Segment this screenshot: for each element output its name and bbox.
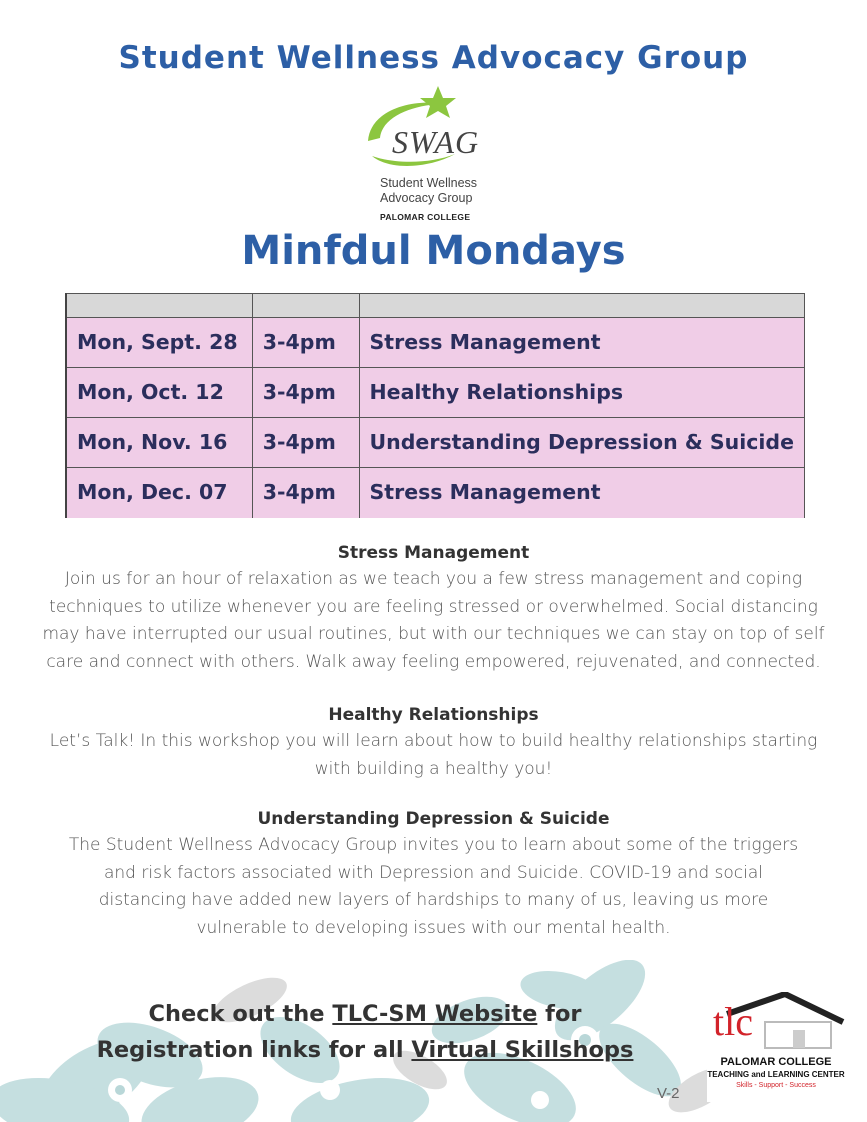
date-cell: Mon, Sept. 28 — [66, 318, 252, 368]
time-cell: 3-4pm — [252, 418, 359, 468]
table-row — [66, 318, 805, 368]
topic-cell: Stress Management — [359, 318, 804, 368]
section-stress-management — [0, 540, 867, 676]
section-line: The Student Wellness Advocacy Group invites you to learn about some of the triggers — [68, 835, 799, 855]
table-row — [66, 418, 805, 468]
time-cell: 3-4pm — [252, 318, 359, 368]
swag-wordmark: SWAG — [392, 124, 480, 160]
swag-subtitle-line2: Advocacy Group — [380, 191, 473, 205]
section-line: and risk factors associated with Depression and Suicide. COVID-19 and social — [103, 862, 764, 883]
tlc-tagline: Skills - Support - Success — [736, 1082, 816, 1089]
tlc-logo — [707, 992, 845, 1102]
cta-line-2 — [40, 1032, 690, 1068]
section-title: Stress Management — [337, 543, 530, 563]
section-line: vulnerable to developing issues with our mental health. — [196, 917, 671, 938]
section-healthy-relationships — [0, 702, 867, 783]
main-heading: Minfdul Mondays — [241, 228, 626, 274]
time-cell: 3-4pm — [252, 468, 359, 518]
cta-line-1 — [40, 996, 690, 1032]
date-cell: Mon, Dec. 07 — [66, 468, 252, 518]
section-line: techniques to utilize whenever you are feeling stressed or overwhelmed. Social distancing — [49, 596, 818, 617]
version-label: V-2 — [657, 1085, 680, 1102]
call-to-action — [40, 996, 690, 1068]
virtual-skillshops-link[interactable]: Virtual Skillshops — [411, 1037, 634, 1063]
section-title: Understanding Depression & Suicide — [257, 809, 610, 829]
swag-logo — [360, 86, 510, 226]
date-cell: Mon, Oct. 12 — [66, 368, 252, 418]
cta-text: for — [537, 1001, 582, 1027]
schedule-table — [65, 293, 805, 518]
date-cell: Mon, Nov. 16 — [66, 418, 252, 468]
section-line: distancing have added new layers of hardships to many of us, leaving us more — [98, 890, 769, 910]
tlc-wordmark: tlc — [713, 999, 753, 1044]
swag-college: PALOMAR COLLEGE — [380, 212, 471, 222]
tlc-center-name: TEACHING and LEARNING CENTER — [707, 1070, 845, 1079]
topic-cell: Stress Management — [359, 468, 804, 518]
section-line: may have interrupted our usual routines, but with our techniques we can stay on top of self — [42, 624, 825, 644]
section-line: care and connect with others. Walk away feeling empowered, rejuvenated, and connected. — [46, 651, 821, 672]
section-line: Let’s Talk! In this workshop you will learn about how to build healthy relationships starting — [49, 731, 818, 751]
table-row — [66, 468, 805, 518]
topic-cell: Healthy Relationships — [359, 368, 804, 418]
section-line: Join us for an hour of relaxation as we teach you a few stress management and coping — [64, 569, 803, 589]
cta-text: Check out the — [148, 1001, 333, 1027]
section-depression-suicide — [0, 806, 867, 942]
swag-subtitle-line1: Student Wellness — [380, 176, 478, 190]
section-line: with building a healthy you! — [314, 758, 553, 779]
table-row — [66, 368, 805, 418]
page-title: Student Wellness Advocacy Group — [118, 40, 749, 76]
time-cell: 3-4pm — [252, 368, 359, 418]
section-title: Healthy Relationships — [328, 705, 539, 725]
table-header-row — [66, 294, 805, 318]
tlc-college: PALOMAR COLLEGE — [720, 1056, 832, 1068]
tlc-sm-website-link[interactable]: TLC-SM Website — [332, 1001, 538, 1027]
cta-text: Registration links for all — [96, 1037, 412, 1063]
topic-cell: Understanding Depression & Suicide — [359, 418, 804, 468]
